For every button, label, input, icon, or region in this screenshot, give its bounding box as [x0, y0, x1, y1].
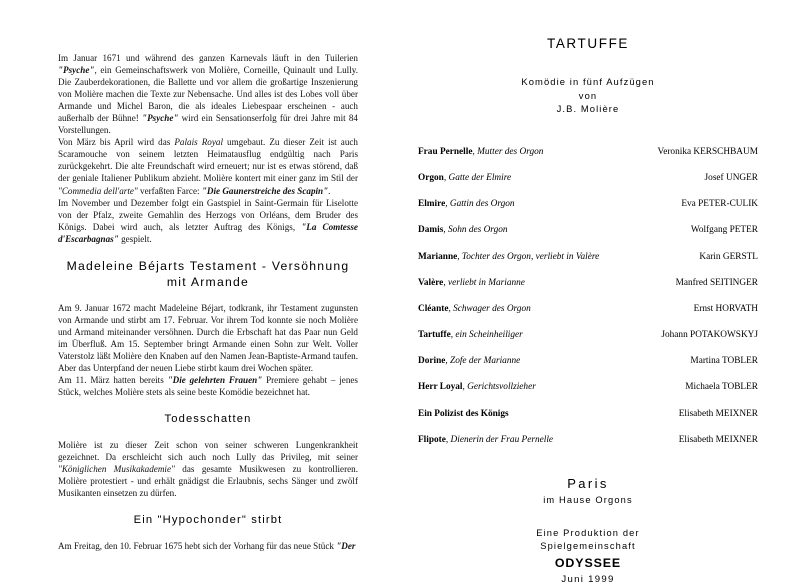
cast-character	[418, 409, 509, 420]
cast-role-name: Herr Loyal	[418, 382, 463, 393]
cast-role-name: Orgon	[418, 172, 444, 183]
cast-row	[418, 147, 758, 158]
paragraph-palais-royal: Von März bis April wird das Palais Royal umgebaut. Zu dieser Zeit ist auch Scaramouche von seinem letzten Heimatausflug endgültig nach Paris zurückgekehrt. Die alte Freundschaft wird erneuert; nur ist es etwas störend, daß der geniale Italiener Publikum abzieht. Molière kontert mit einer ganz im Stil der "Commedia dell'arte" verfaßten Farce: "Die Gaunerstreiche des Scapin".	[58, 137, 358, 196]
spacer	[58, 427, 358, 439]
emphasis-bold-italic: "Psyche"	[142, 113, 179, 124]
emphasis-bold-italic: "Die Gaunerstreiche des Scapin"	[201, 185, 329, 196]
cast-row	[418, 409, 758, 420]
cast-actor-name: Martina TOBLER	[690, 356, 758, 367]
spacer	[58, 245, 358, 258]
play-author: J.B. Molière	[556, 103, 620, 115]
production-date: Juni 1999	[561, 573, 615, 585]
spacer	[58, 499, 358, 512]
cast-character	[418, 435, 553, 446]
left-text-column	[58, 52, 358, 552]
cast-actor-name: Wolfgang PETER	[690, 225, 758, 236]
cast-character	[418, 356, 520, 367]
spacer	[58, 290, 358, 302]
venue-city: Paris	[567, 475, 609, 491]
paragraph-todesschatten: Molière ist zu dieser Zeit schon von seiner schweren Lungenkrankheit gezeichnet. Da erschleicht sich auch noch Lully das Privileg, mit seiner "Königlichen Musikakademie" das gesamte Musikwesen zu kontrollieren. Molière protestiert - und erhält gnädigst die Erlaubnis, sechs Sänger und zwölf Musikanten einsetzen zu dürfen.	[58, 440, 358, 499]
venue-block	[418, 474, 758, 508]
cast-role-description: , verliebt in Marianne	[443, 277, 525, 288]
paragraph-group-psyche	[58, 52, 358, 245]
cast-actor-name: Karin GERSTL	[699, 251, 758, 262]
cast-character	[418, 304, 531, 315]
cast-actor-name: Michaela TOBLER	[685, 382, 758, 393]
emphasis-bold-italic: "Psyche"	[58, 65, 95, 76]
play-subtitle-genre: Komödie in fünf Aufzügen	[521, 76, 655, 87]
cast-actor-name: Eva PETER-CULIK	[681, 199, 758, 210]
cast-role-description: , Schwager des Orgon	[448, 303, 531, 314]
cast-character	[418, 225, 508, 236]
cast-role-name: Frau Pernelle	[418, 146, 473, 157]
paragraph-gelehrten-frauen: Am 11. März hatten bereits "Die gelehrten Frauen" Premiere gehabt – jenes Stück, welches Molière stets als seine beste Komödie bezeichnet hat.	[58, 375, 358, 398]
heading-todesschatten: Todesschatten	[164, 413, 252, 426]
cast-row	[418, 173, 758, 184]
cast-role-name: Tartuffe	[418, 330, 451, 341]
paragraph-group-testament	[58, 302, 358, 398]
cast-list	[418, 147, 758, 446]
emphasis-bold-italic: "La Comtesse d'Escarbagnas"	[58, 221, 358, 244]
cast-row	[418, 356, 758, 367]
cast-character	[418, 278, 525, 289]
emphasis-italic: "Commedia dell'arte"	[58, 185, 138, 196]
cast-role-name: Marianne	[418, 251, 458, 262]
cast-role-description: , Gattin des Orgon	[445, 199, 515, 210]
emphasis-italic: Palais Royal	[174, 137, 223, 148]
cast-role-description: , Gerichtsvollzieher	[462, 382, 536, 393]
paragraph-gastspiel: Im November und Dezember folgt ein Gastspiel in Saint-Germain für Liselotte von der Pfalz, zweite Gemahlin des Herzogs von Orléans, dem Bruder des Königs. Dabei wird auch, als letzter Auftrag des Königs, "La Comtesse d'Escarbagnas" gespielt.	[58, 197, 358, 244]
cast-actor-name: Josef UNGER	[704, 172, 758, 183]
production-line-2: Spielgemeinschaft	[540, 541, 636, 552]
emphasis-italic: "Königlichen Musikakademie"	[58, 464, 175, 475]
cast-role-description: , ein Scheinheiliger	[450, 330, 523, 341]
cast-actor-name: Elisabeth MEIXNER	[678, 434, 758, 445]
cast-role-name: Damis	[418, 225, 444, 236]
spacer	[58, 528, 358, 540]
cast-character	[418, 382, 536, 393]
cast-character	[418, 252, 599, 263]
heading-hypochonder: Ein "Hypochonder" stirbt	[133, 514, 283, 527]
paragraph-group-hypochonder	[58, 540, 358, 552]
paragraph-testament: Am 9. Januar 1672 macht Madeleine Béjart, todkrank, ihr Testament zugunsten von Armande und stirbt am 17. Februar. Vor ihrem Tod konnte sie noch Molière und Armand miteinander versöhnen. Durch die Erbschaft hat das Paar nun Geld im Überfluß. Am 15. September bringt Armande einen Sohn zur Welt. Voller Vaterstolz läßt Molière den Knaben auf den Namen Jean-Baptiste-Armand taufen. Aber das Unterpfand der neuen Liebe stirbt kaum drei Wochen später.	[58, 302, 358, 373]
cast-row	[418, 330, 758, 341]
cast-row	[418, 435, 758, 446]
cast-role-name: Ein Polizist des Königs	[418, 408, 509, 419]
cast-row	[418, 382, 758, 393]
cast-role-description: , Tochter des Orgon, verliebt in Valère	[457, 251, 600, 262]
cast-character	[418, 330, 523, 341]
heading-testament: Madeleine Béjarts Testament - Versöhnung mit Armande	[66, 258, 350, 289]
cast-role-name: Cléante	[418, 303, 449, 314]
paragraph-group-todesschatten	[58, 439, 358, 499]
production-company-name: ODYSSEE	[554, 555, 622, 570]
cast-role-description: , Sohn des Orgon	[443, 225, 508, 236]
play-subtitle-by: von	[578, 89, 598, 101]
cast-row	[418, 225, 758, 236]
cast-role-name: Valère	[418, 277, 444, 288]
cast-actor-name: Elisabeth MEIXNER	[678, 408, 758, 419]
cast-character	[418, 147, 543, 158]
venue-place: im Hause Orgons	[543, 494, 633, 505]
emphasis-bold-italic: "Der	[336, 541, 356, 552]
production-line-1: Eine Produktion der	[536, 527, 640, 538]
emphasis-bold-italic: "Die gelehrten Frauen"	[167, 375, 263, 386]
paragraph-hypochonder: Am Freitag, den 10. Februar 1675 hebt sich der Vorhang für das neue Stück "Der	[58, 541, 356, 552]
cast-role-description: , Zofe der Marianne	[445, 356, 521, 367]
play-subtitle-block	[418, 75, 758, 116]
play-title: TARTUFFE	[546, 36, 630, 51]
cast-row	[418, 304, 758, 315]
cast-row	[418, 278, 758, 289]
paragraph-psyche: Im Januar 1671 und während des ganzen Karnevals läuft in den Tuilerien "Psyche", ein Gemeinschaftswerk von Molière, Corneille, Quinault und Lully. Die Zauberdekorationen, die Ballette und vor allem die großartige Inszenierung von Molière machen die Texte zur Nebensache. Und alles ist des Lobes voll über Armande und Michel Baron, die als ideales Liebespaar erscheinen - auch außerhalb der Bühne! "Psyche" wird ein Sensationserfolg für drei Jahre mit 84 Vorstellungen.	[58, 53, 358, 136]
cast-role-name: Dorine	[418, 356, 446, 367]
cast-character	[418, 173, 511, 184]
cast-role-description: , Mutter des Orgon	[472, 146, 544, 157]
cast-row	[418, 199, 758, 210]
cast-actor-name: Johann POTAKOWSKYJ	[661, 330, 758, 341]
cast-row	[418, 252, 758, 263]
spacer	[58, 398, 358, 411]
cast-actor-name: Manfred SEITINGER	[675, 277, 758, 288]
cast-role-description: , Dienerin der Frau Pernelle	[445, 434, 554, 445]
production-block	[418, 527, 758, 587]
cast-actor-name: Ernst HORVATH	[693, 303, 758, 314]
right-playbill-column	[418, 36, 758, 587]
cast-role-name: Elmire	[418, 199, 446, 210]
cast-role-name: Flipote	[418, 434, 446, 445]
cast-role-description: , Gatte der Elmire	[443, 172, 512, 183]
cast-actor-name: Veronika KERSCHBAUM	[657, 146, 758, 157]
cast-character	[418, 199, 515, 210]
